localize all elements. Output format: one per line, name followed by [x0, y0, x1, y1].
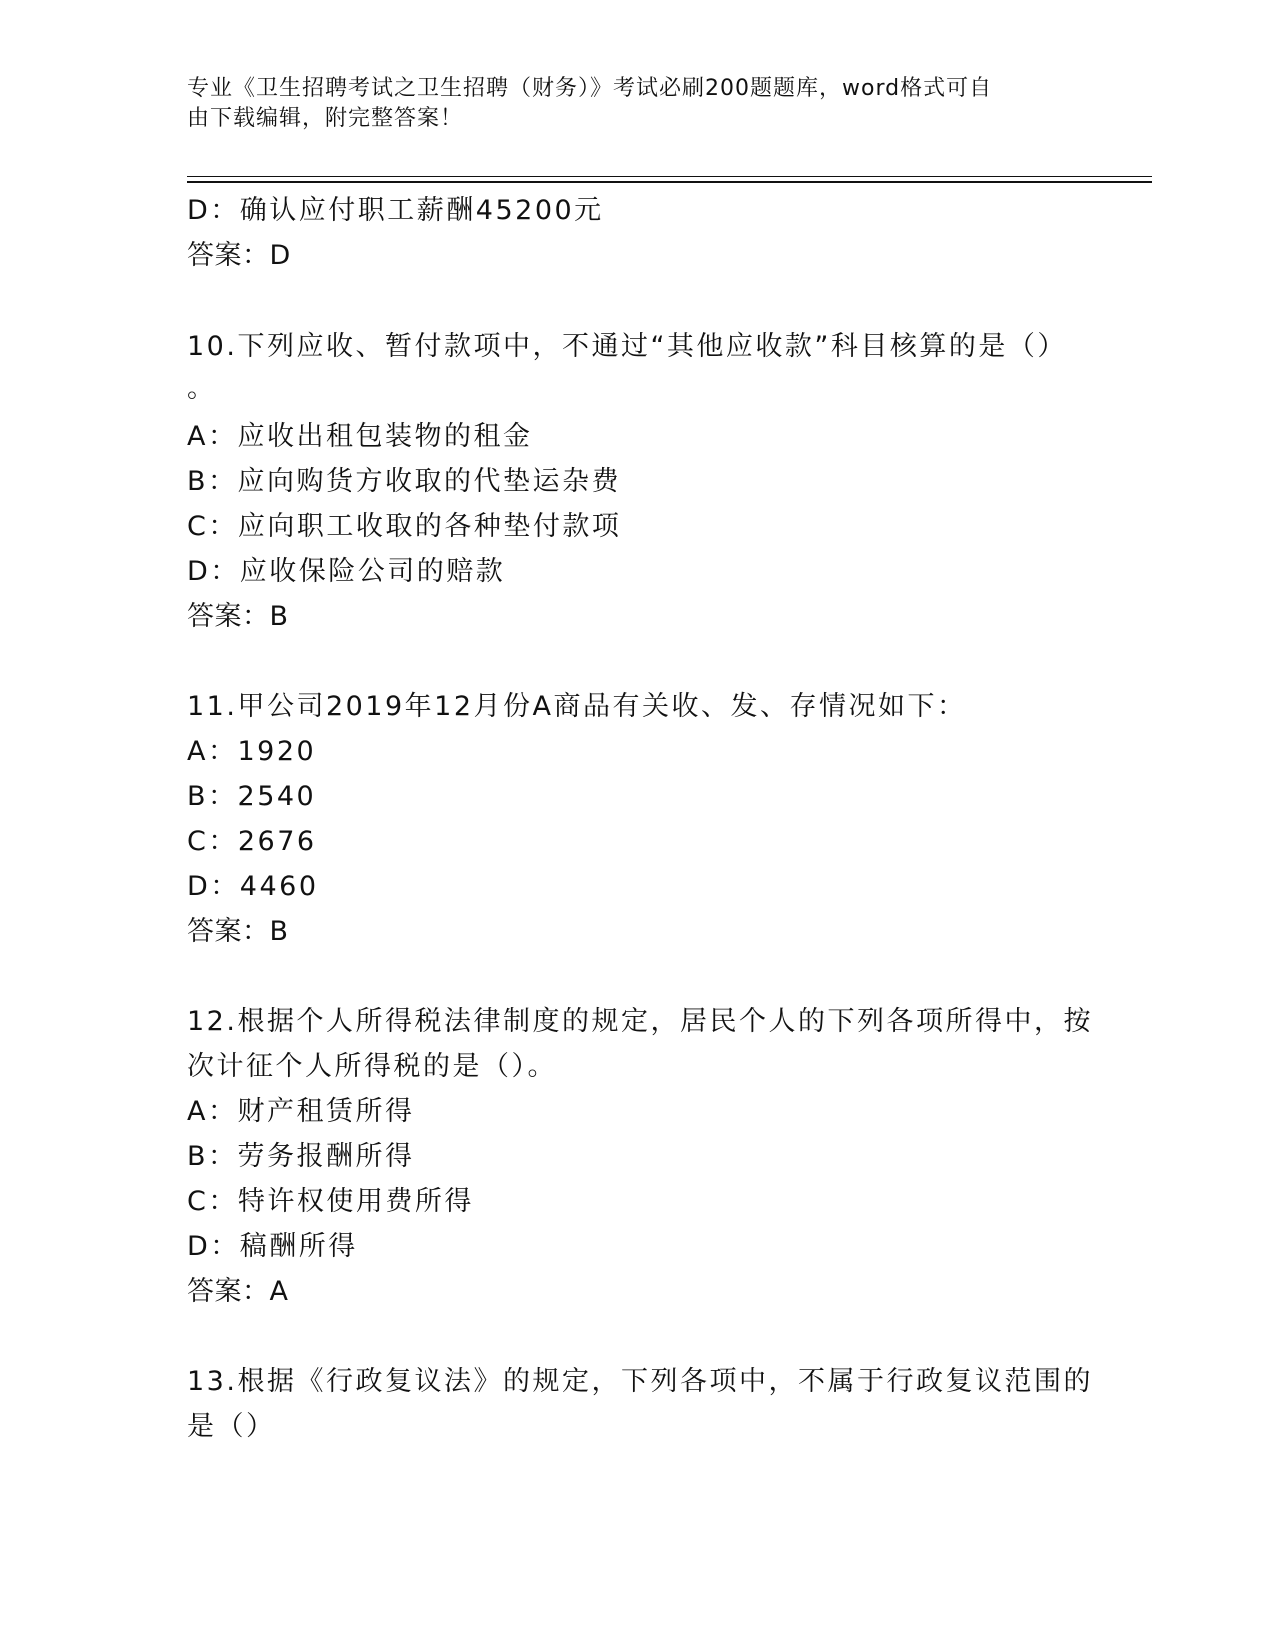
question-11-option-b: B：2540 — [187, 781, 317, 812]
question-10-option-d: D：应收保险公司的赔款 — [187, 556, 506, 587]
question-11-stem-line-1: 11.甲公司2019年12月份A商品有关收、发、存情况如下： — [187, 691, 967, 722]
question-13-stem-line-2: 是（） — [187, 1411, 276, 1442]
question-13-stem-line-1: 13.根据《行政复议法》的规定，下列各项中，不属于行政复议范围的 — [187, 1366, 1093, 1397]
carryover-option-d: D：确认应付职工薪酬45200元 — [187, 195, 604, 226]
header-line-1: 专业《卫生招聘考试之卫生招聘（财务）》考试必刷200题题库，word格式可自 — [187, 76, 993, 101]
question-10-stem-line-1: 10.下列应收、暂付款项中，不通过“其他应收款”科目核算的是（） — [187, 331, 1067, 362]
question-10-stem-line-2: 。 — [187, 373, 217, 404]
question-12-option-b: B：劳务报酬所得 — [187, 1141, 415, 1172]
header-rule-top — [187, 176, 1152, 177]
question-10-option-a: A：应收出租包装物的租金 — [187, 421, 533, 452]
question-12-stem-line-1: 12.根据个人所得税法律制度的规定，居民个人的下列各项所得中，按 — [187, 1006, 1093, 1037]
header-rule-bottom — [187, 181, 1152, 183]
question-11-option-a: A：1920 — [187, 736, 317, 767]
header-line-2: 由下载编辑，附完整答案！ — [187, 106, 464, 131]
question-12-stem-line-2: 次计征个人所得税的是（）。 — [187, 1051, 557, 1082]
question-12-option-c: C：特许权使用费所得 — [187, 1186, 474, 1217]
question-10-option-b: B：应向购货方收取的代垫运杂费 — [187, 466, 622, 497]
question-10-answer: 答案：B — [187, 601, 289, 632]
question-12-option-d: D：稿酬所得 — [187, 1231, 358, 1262]
question-10-option-c: C：应向职工收取的各种垫付款项 — [187, 511, 622, 542]
question-12-answer: 答案：A — [187, 1276, 289, 1307]
question-11-option-d: D：4460 — [187, 871, 319, 902]
question-11-answer: 答案：B — [187, 916, 289, 947]
carryover-answer: 答案：D — [187, 240, 291, 271]
document-header — [187, 74, 1067, 134]
question-12-option-a: A：财产租赁所得 — [187, 1096, 415, 1127]
question-11-option-c: C：2676 — [187, 826, 317, 857]
